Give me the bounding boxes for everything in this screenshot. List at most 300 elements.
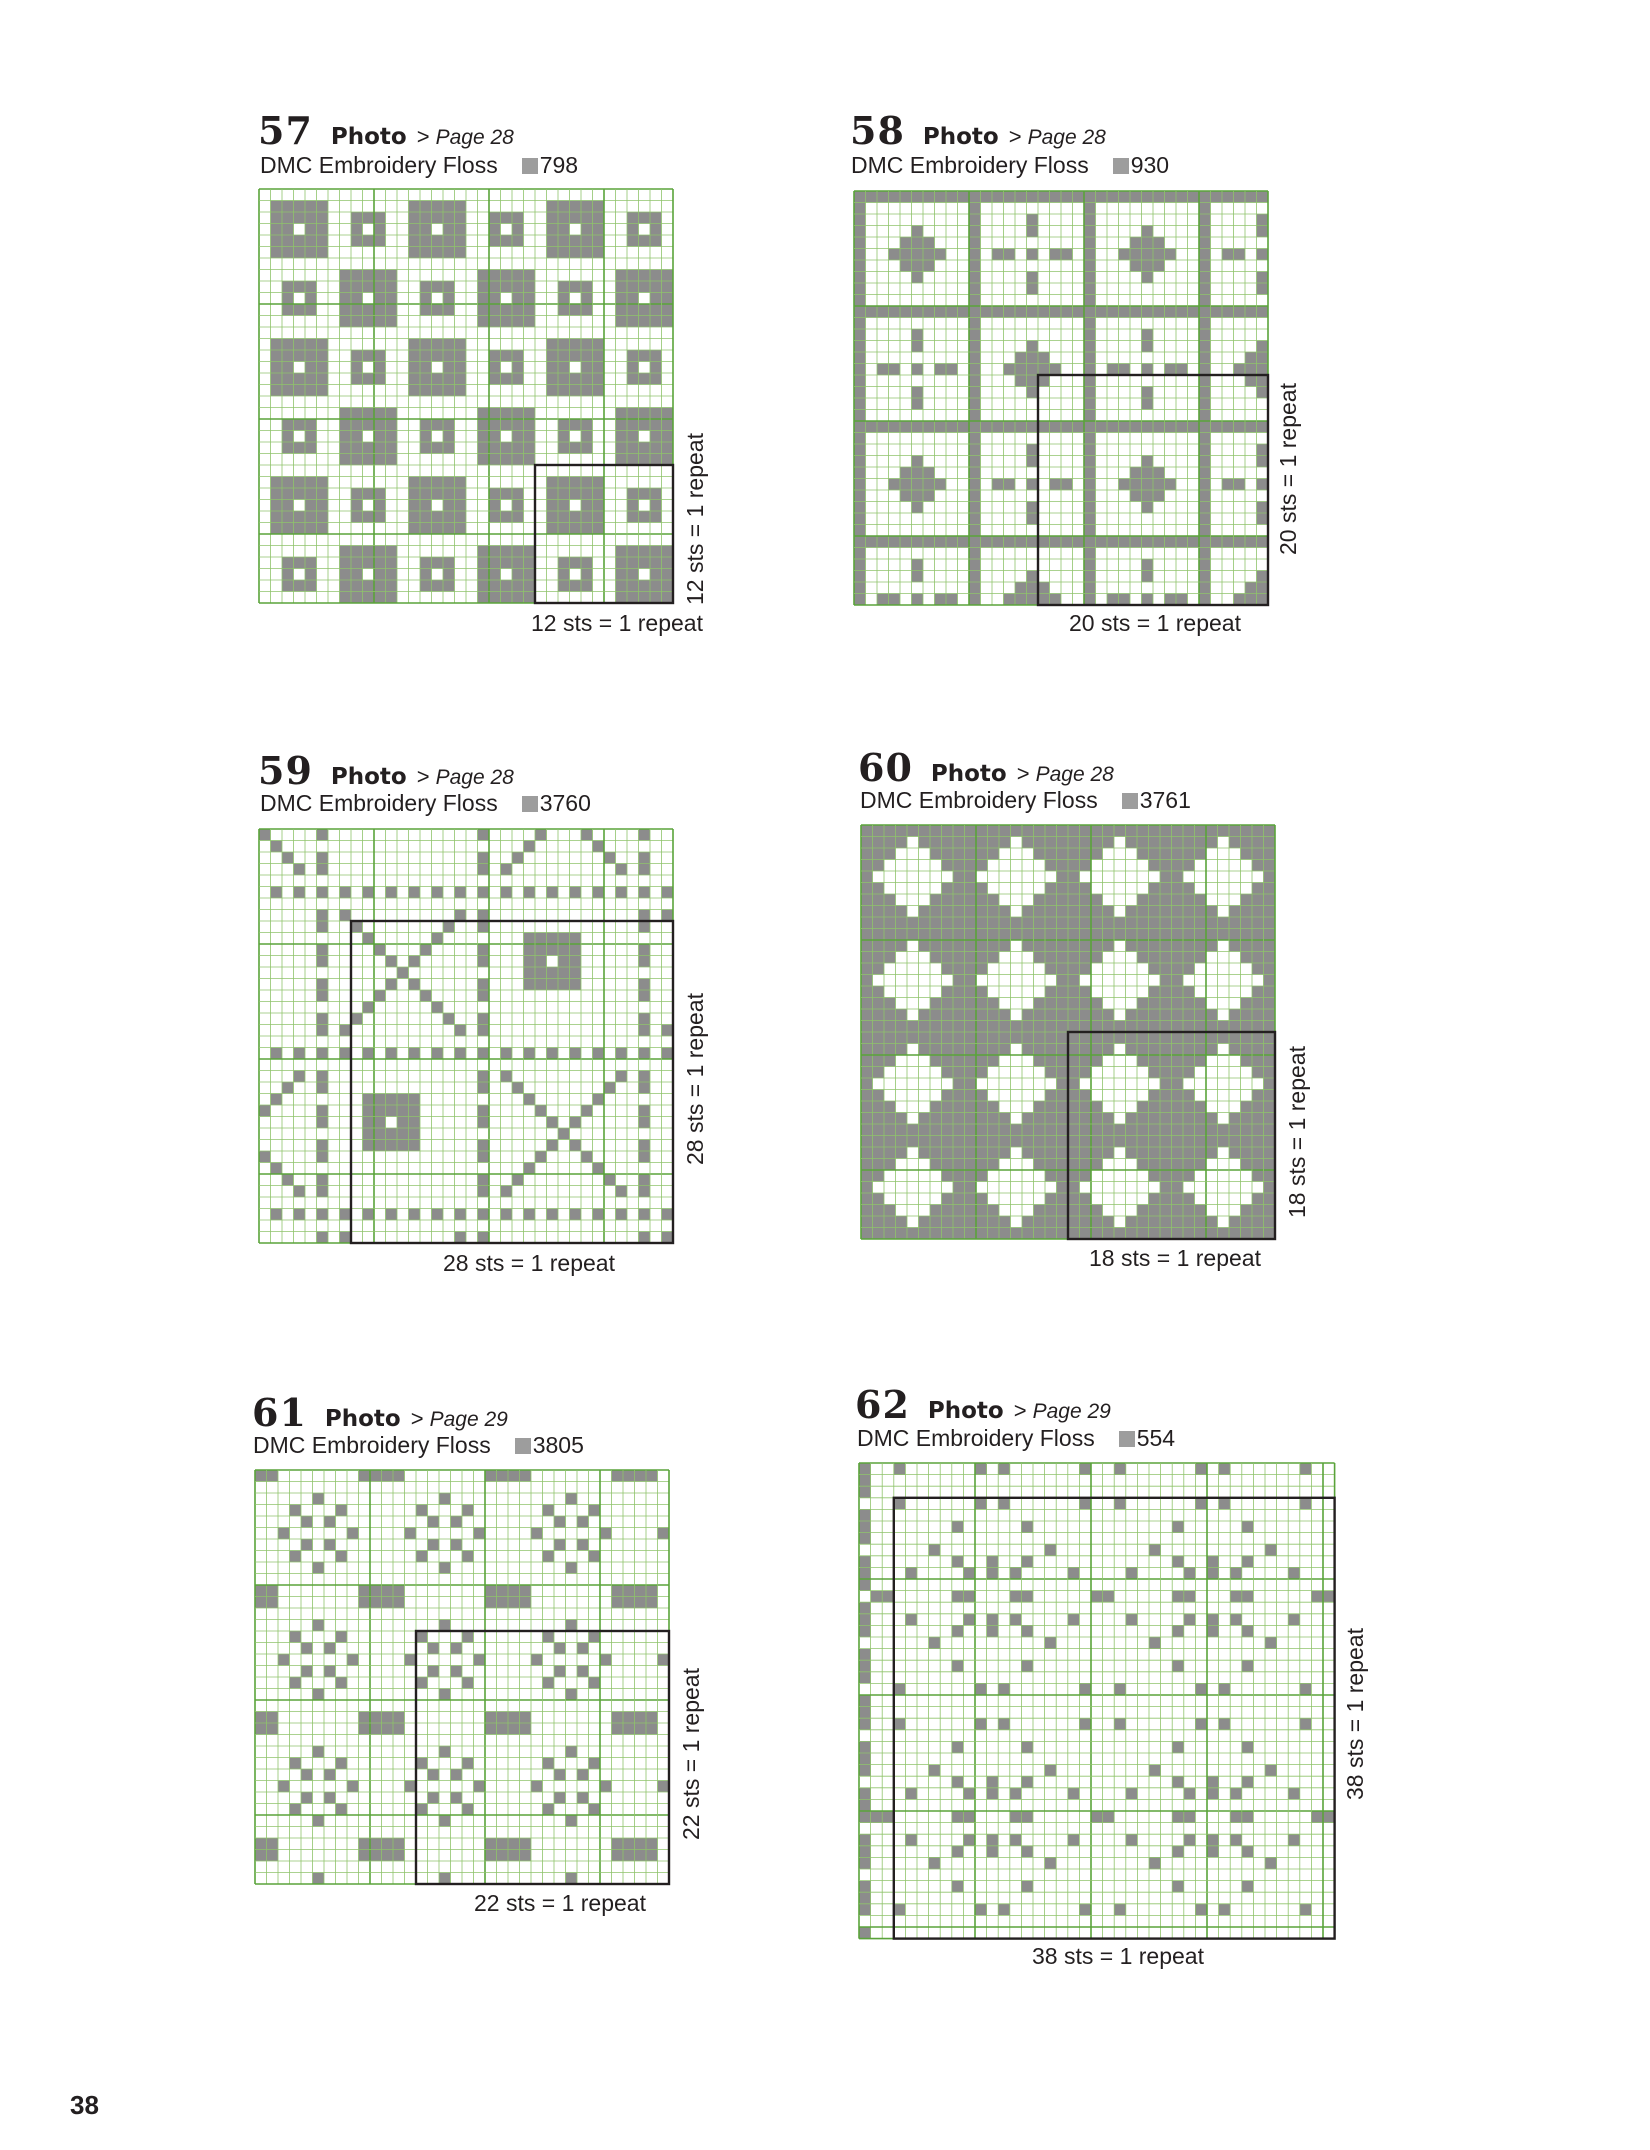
- stitch-cell: [935, 364, 947, 376]
- stitch-cell: [1149, 1124, 1161, 1136]
- stitch-cell: [1252, 1228, 1264, 1240]
- stitch-cell: [443, 201, 455, 213]
- stitch-cell: [639, 1186, 651, 1198]
- stitch-cell: [267, 1470, 279, 1482]
- stitch-cell: [1034, 1147, 1046, 1159]
- photo-link[interactable]: Photo: [930, 761, 1007, 787]
- stitch-cell: [547, 933, 559, 945]
- stitch-cell: [317, 1071, 329, 1083]
- stitch-cell: [489, 350, 501, 362]
- stitch-cell: [1160, 883, 1172, 895]
- stitch-cell: [1195, 1205, 1207, 1217]
- page-reference[interactable]: Page 28: [1027, 126, 1106, 149]
- stitch-cell: [1172, 1193, 1184, 1205]
- stitch-cell: [861, 1044, 873, 1056]
- stitch-cell: [1206, 1044, 1218, 1056]
- stitch-cell: [1084, 283, 1096, 295]
- stitch-cell: [489, 293, 501, 305]
- stitch-cell: [976, 883, 988, 895]
- stitch-cell: [1114, 1463, 1126, 1475]
- stitch-cell: [969, 398, 981, 410]
- stitch-cell: [976, 825, 988, 837]
- stitch-cell: [386, 1209, 398, 1221]
- stitch-cell: [884, 894, 896, 906]
- stitch-cell: [1172, 963, 1184, 975]
- stitch-cell: [478, 1186, 490, 1198]
- stitch-cell: [501, 1209, 513, 1221]
- stitch-cell: [1199, 283, 1211, 295]
- stitch-cell: [543, 1551, 555, 1563]
- stitch-cell: [1084, 444, 1096, 456]
- stitch-cell: [382, 1850, 394, 1862]
- stitch-cell: [1252, 940, 1264, 952]
- stitch-cell: [965, 1032, 977, 1044]
- stitch-cell: [1010, 1614, 1022, 1626]
- stitch-cell: [1172, 1101, 1184, 1113]
- stitch-cell: [1045, 1159, 1057, 1171]
- stitch-cell: [942, 1159, 954, 1171]
- stitch-cell: [1027, 513, 1039, 525]
- stitch-cell: [501, 592, 513, 604]
- stitch-cell: [294, 1186, 306, 1198]
- stitch-cell: [570, 511, 582, 523]
- stitch-cell: [1195, 929, 1207, 941]
- stitch-cell: [1010, 1788, 1022, 1800]
- stitch-cell: [593, 212, 605, 224]
- page-reference[interactable]: Page 29: [1032, 1400, 1111, 1423]
- stitch-cell: [1045, 1124, 1057, 1136]
- stitch-cell: [1199, 525, 1211, 537]
- stitch-cell: [512, 224, 524, 236]
- stitch-cell: [905, 1788, 917, 1800]
- stitch-cell: [1021, 1776, 1033, 1788]
- stitch-cell: [478, 829, 490, 841]
- stitch-cell: [455, 1209, 467, 1221]
- stitch-cell: [861, 894, 873, 906]
- stitch-cell: [861, 1193, 873, 1205]
- stitch-cell: [1084, 479, 1096, 491]
- stitch-cell: [1153, 237, 1165, 249]
- stitch-cell: [873, 1044, 885, 1056]
- stitch-cell: [462, 1505, 474, 1517]
- stitch-cell: [873, 1159, 885, 1171]
- stitch-cell: [1068, 998, 1080, 1010]
- stitch-cell: [1184, 1834, 1196, 1846]
- stitch-cell: [1199, 272, 1211, 284]
- stitch-cell: [1195, 1159, 1207, 1171]
- page-reference[interactable]: Page 28: [1035, 763, 1114, 786]
- stitch-cell: [1195, 952, 1207, 964]
- stitch-cell: [873, 894, 885, 906]
- stitch-cell: [1252, 848, 1264, 860]
- stitch-cell: [409, 373, 421, 385]
- stitch-cell: [1068, 1159, 1080, 1171]
- stitch-cell: [547, 339, 559, 351]
- stitch-cell: [294, 1048, 306, 1060]
- stitch-cell: [965, 825, 977, 837]
- stitch-cell: [374, 1140, 386, 1152]
- stitch-cell: [604, 1082, 616, 1094]
- stitch-cell: [859, 1463, 871, 1475]
- stitch-cell: [485, 1712, 497, 1724]
- stitch-cell: [1172, 1055, 1184, 1067]
- stitch-cell: [600, 1781, 612, 1793]
- stitch-cell: [1068, 1193, 1080, 1205]
- stitch-cell: [953, 860, 965, 872]
- stitch-cell: [1080, 1090, 1092, 1102]
- stitch-cell: [859, 1892, 871, 1904]
- stitch-cell: [489, 557, 501, 569]
- stitch-cell: [1022, 837, 1034, 849]
- page-reference[interactable]: Page 29: [429, 1408, 508, 1431]
- stitch-cell: [363, 546, 375, 558]
- stitch-cell: [946, 594, 958, 606]
- stitch-cell: [1288, 1614, 1300, 1626]
- stitch-cell: [558, 373, 570, 385]
- page-reference[interactable]: Page 28: [435, 766, 514, 789]
- stitch-cell: [965, 1136, 977, 1148]
- stitch-cell: [1027, 536, 1039, 548]
- stitch-cell: [953, 1170, 965, 1182]
- stitch-cell: [965, 1067, 977, 1079]
- stitch-cell: [1257, 444, 1269, 456]
- stitch-cell: [1096, 421, 1108, 433]
- stitch-cell: [1199, 260, 1211, 272]
- stitch-cell: [873, 917, 885, 929]
- stitch-cell: [646, 1585, 658, 1597]
- chart-grid: [258, 828, 676, 1246]
- stitch-cell: [1149, 1765, 1161, 1777]
- stitch-cell: [942, 825, 954, 837]
- photo-link[interactable]: Photo: [922, 124, 999, 150]
- stitch-cell: [1080, 1216, 1092, 1228]
- stitch-cell: [439, 1815, 451, 1827]
- stitch-cell: [861, 1067, 873, 1079]
- stitch-cell: [873, 1205, 885, 1217]
- stitch-cell: [627, 304, 639, 316]
- stitch-cell: [313, 1620, 325, 1632]
- stitch-cell: [340, 304, 352, 316]
- stitch-cell: [1149, 1193, 1161, 1205]
- stitch-cell: [987, 1567, 999, 1579]
- stitch-cell: [340, 281, 352, 293]
- stitch-cell: [969, 444, 981, 456]
- stitch-cell: [1264, 929, 1276, 941]
- stitch-cell: [1264, 860, 1276, 872]
- stitch-cell: [854, 237, 866, 249]
- stitch-cell: [1160, 1113, 1172, 1125]
- stitch-cell: [508, 1723, 520, 1735]
- stitch-cell: [363, 454, 375, 466]
- stitch-cell: [912, 536, 924, 548]
- repeat-width-label: 38 sts = 1 repeat: [1032, 1943, 1204, 1969]
- stitch-cell: [639, 1048, 651, 1060]
- stitch-cell: [1183, 837, 1195, 849]
- stitch-cell: [877, 364, 889, 376]
- stitch-cell: [854, 260, 866, 272]
- stitch-cell: [370, 1585, 382, 1597]
- page-reference[interactable]: Page 28: [435, 126, 514, 149]
- stitch-cell: [1091, 1216, 1103, 1228]
- stitch-cell: [1172, 1216, 1184, 1228]
- stitch-cell: [1021, 1591, 1033, 1603]
- stitch-cell: [1038, 421, 1050, 433]
- stitch-cell: [501, 304, 513, 316]
- stitch-cell: [351, 500, 363, 512]
- stitch-cell: [524, 1163, 536, 1175]
- stitch-cell: [1045, 917, 1057, 929]
- stitch-cell: [1057, 1021, 1069, 1033]
- stitch-cell: [478, 546, 490, 558]
- stitch-cell: [581, 523, 593, 535]
- stitch-cell: [409, 1140, 421, 1152]
- stitch-cell: [942, 929, 954, 941]
- floss-line: [851, 152, 1169, 179]
- stitch-cell: [443, 442, 455, 454]
- stitch-cell: [946, 421, 958, 433]
- stitch-cell: [965, 906, 977, 918]
- stitch-cell: [524, 580, 536, 592]
- stitch-cell: [351, 316, 363, 328]
- stitch-cell: [1199, 387, 1211, 399]
- stitch-cell: [942, 860, 954, 872]
- stitch-cell: [1126, 1216, 1138, 1228]
- stitch-cell: [969, 341, 981, 353]
- stitch-cell: [1229, 1136, 1241, 1148]
- stitch-cell: [1160, 1044, 1172, 1056]
- stitch-cell: [861, 975, 873, 987]
- stitch-cell: [1004, 594, 1016, 606]
- stitch-cell: [547, 224, 559, 236]
- stitch-cell: [1034, 1113, 1046, 1125]
- stitch-cell: [1080, 1044, 1092, 1056]
- photo-link[interactable]: Photo: [330, 764, 407, 790]
- stitch-cell: [1057, 1113, 1069, 1125]
- stitch-cell: [1252, 1159, 1264, 1171]
- stitch-cell: [497, 1850, 509, 1862]
- stitch-cell: [1264, 963, 1276, 975]
- stitch-cell: [1091, 848, 1103, 860]
- color-swatch-icon: [1119, 1431, 1135, 1447]
- stitch-cell: [282, 212, 294, 224]
- stitch-cell: [351, 212, 363, 224]
- stitch-cell: [859, 1649, 871, 1661]
- stitch-cell: [1264, 848, 1276, 860]
- stitch-cell: [877, 306, 889, 318]
- stitch-cell: [409, 224, 421, 236]
- stitch-cell: [1068, 929, 1080, 941]
- stitch-cell: [988, 952, 1000, 964]
- stitch-cell: [662, 293, 674, 305]
- stitch-cell: [1211, 306, 1223, 318]
- stitch-cell: [485, 1585, 497, 1597]
- stitch-cell: [1004, 191, 1016, 203]
- stitch-cell: [432, 201, 444, 213]
- stitch-cell: [409, 235, 421, 247]
- stitch-cell: [1045, 1216, 1057, 1228]
- stitch-cell: [370, 1723, 382, 1735]
- stitch-cell: [305, 488, 317, 500]
- stitch-cell: [627, 281, 639, 293]
- stitch-cell: [1149, 986, 1161, 998]
- stitch-cell: [386, 1105, 398, 1117]
- photo-link[interactable]: Photo: [330, 124, 407, 150]
- stitch-cell: [271, 385, 283, 397]
- stitch-cell: [861, 998, 873, 1010]
- stitch-cell: [988, 1032, 1000, 1044]
- stitch-cell: [1219, 1718, 1231, 1730]
- stitch-cell: [577, 1769, 589, 1781]
- stitch-cell: [969, 318, 981, 330]
- stitch-cell: [1257, 536, 1269, 548]
- stitch-cell: [976, 1021, 988, 1033]
- stitch-cell: [1091, 1205, 1103, 1217]
- stitch-cell: [351, 431, 363, 443]
- stitch-cell: [501, 419, 513, 431]
- stitch-cell: [409, 500, 421, 512]
- stitch-cell: [861, 1101, 873, 1113]
- stitch-cell: [489, 362, 501, 374]
- stitch-cell: [1015, 191, 1027, 203]
- stitch-cell: [359, 1723, 371, 1735]
- stitch-cell: [930, 998, 942, 1010]
- photo-link[interactable]: Photo: [927, 1398, 1004, 1424]
- stitch-cell: [340, 592, 352, 604]
- stitch-cell: [478, 887, 490, 899]
- stitch-cell: [420, 350, 432, 362]
- stitch-cell: [1219, 1498, 1231, 1510]
- stitch-cell: [1234, 249, 1246, 261]
- stitch-cell: [1027, 421, 1039, 433]
- stitch-cell: [524, 304, 536, 316]
- stitch-cell: [616, 442, 628, 454]
- stitch-cell: [873, 1021, 885, 1033]
- stitch-cell: [409, 1117, 421, 1129]
- stitch-cell: [558, 235, 570, 247]
- stitch-cell: [581, 477, 593, 489]
- stitch-cell: [1183, 1044, 1195, 1056]
- stitch-cell: [639, 956, 651, 968]
- stitch-cell: [1114, 1228, 1126, 1240]
- stitch-cell: [627, 316, 639, 328]
- stitch-cell: [1257, 272, 1269, 284]
- stitch-cell: [1137, 917, 1149, 929]
- stitch-cell: [1103, 837, 1115, 849]
- stitch-cell: [443, 339, 455, 351]
- stitch-cell: [1172, 1521, 1184, 1533]
- stitch-cell: [1137, 1044, 1149, 1056]
- stitch-cell: [301, 1539, 313, 1551]
- stitch-cell: [1103, 1044, 1115, 1056]
- stitch-cell: [896, 1021, 908, 1033]
- stitch-cell: [639, 212, 651, 224]
- stitch-cell: [650, 281, 662, 293]
- stitch-cell: [478, 1151, 490, 1163]
- stitch-cell: [861, 986, 873, 998]
- stitch-cell: [420, 304, 432, 316]
- stitch-cell: [884, 1101, 896, 1113]
- stitch-cell: [1142, 594, 1154, 606]
- stitch-cell: [616, 864, 628, 876]
- stitch-cell: [1206, 1021, 1218, 1033]
- stitch-cell: [1022, 929, 1034, 941]
- stitch-cell: [1172, 998, 1184, 1010]
- stitch-cell: [508, 1470, 520, 1482]
- stitch-cell: [1264, 1205, 1276, 1217]
- stitch-cell: [1183, 1090, 1195, 1102]
- stitch-cell: [896, 917, 908, 929]
- stitch-cell: [859, 1672, 871, 1684]
- stitch-cell: [1015, 594, 1027, 606]
- stitch-cell: [1079, 1683, 1091, 1695]
- stitch-cell: [593, 523, 605, 535]
- stitch-cell: [409, 1094, 421, 1106]
- color-code: 930: [1130, 152, 1170, 178]
- stitch-cell: [952, 1741, 964, 1753]
- stitch-cell: [593, 1094, 605, 1106]
- stitch-cell: [374, 350, 386, 362]
- stitch-cell: [581, 1105, 593, 1117]
- pattern-header: [858, 745, 1114, 790]
- stitch-cell: [946, 536, 958, 548]
- stitch-cell: [443, 247, 455, 259]
- stitch-cell: [919, 940, 931, 952]
- stitch-cell: [1057, 940, 1069, 952]
- stitch-cell: [861, 906, 873, 918]
- stitch-cell: [374, 990, 386, 1002]
- stitch-cell: [627, 500, 639, 512]
- stitch-cell: [489, 224, 501, 236]
- stitch-cell: [942, 1193, 954, 1205]
- stitch-cell: [1034, 1124, 1046, 1136]
- stitch-cell: [1229, 1021, 1241, 1033]
- stitch-cell: [1184, 1591, 1196, 1603]
- stitch-cell: [923, 479, 935, 491]
- stitch-cell: [952, 1521, 964, 1533]
- stitch-cell: [861, 1009, 873, 1021]
- stitch-cell: [1242, 1625, 1254, 1637]
- stitch-cell: [558, 557, 570, 569]
- stitch-cell: [1126, 837, 1138, 849]
- stitch-cell: [1149, 1136, 1161, 1148]
- stitch-cell: [1257, 191, 1269, 203]
- stitch-cell: [639, 1071, 651, 1083]
- stitch-cell: [455, 235, 467, 247]
- stitch-cell: [374, 270, 386, 282]
- stitch-cell: [497, 1470, 509, 1482]
- stitch-cell: [639, 316, 651, 328]
- stitch-cell: [884, 1009, 896, 1021]
- stitch-cell: [623, 1712, 635, 1724]
- stitch-cell: [662, 546, 674, 558]
- stitch-cell: [581, 431, 593, 443]
- stitch-cell: [558, 569, 570, 581]
- stitch-cell: [942, 883, 954, 895]
- stitch-cell: [859, 1788, 871, 1800]
- stitch-cell: [428, 1792, 440, 1804]
- stitch-cell: [953, 1032, 965, 1044]
- photo-link[interactable]: Photo: [324, 1406, 401, 1432]
- stitch-cell: [884, 1159, 896, 1171]
- stitch-cell: [662, 592, 674, 604]
- stitch-cell: [393, 1712, 405, 1724]
- stitch-cell: [386, 442, 398, 454]
- stitch-cell: [866, 191, 878, 203]
- stitch-cell: [1137, 906, 1149, 918]
- stitch-cell: [512, 442, 524, 454]
- stitch-cell: [981, 421, 993, 433]
- stitch-cell: [566, 1873, 578, 1885]
